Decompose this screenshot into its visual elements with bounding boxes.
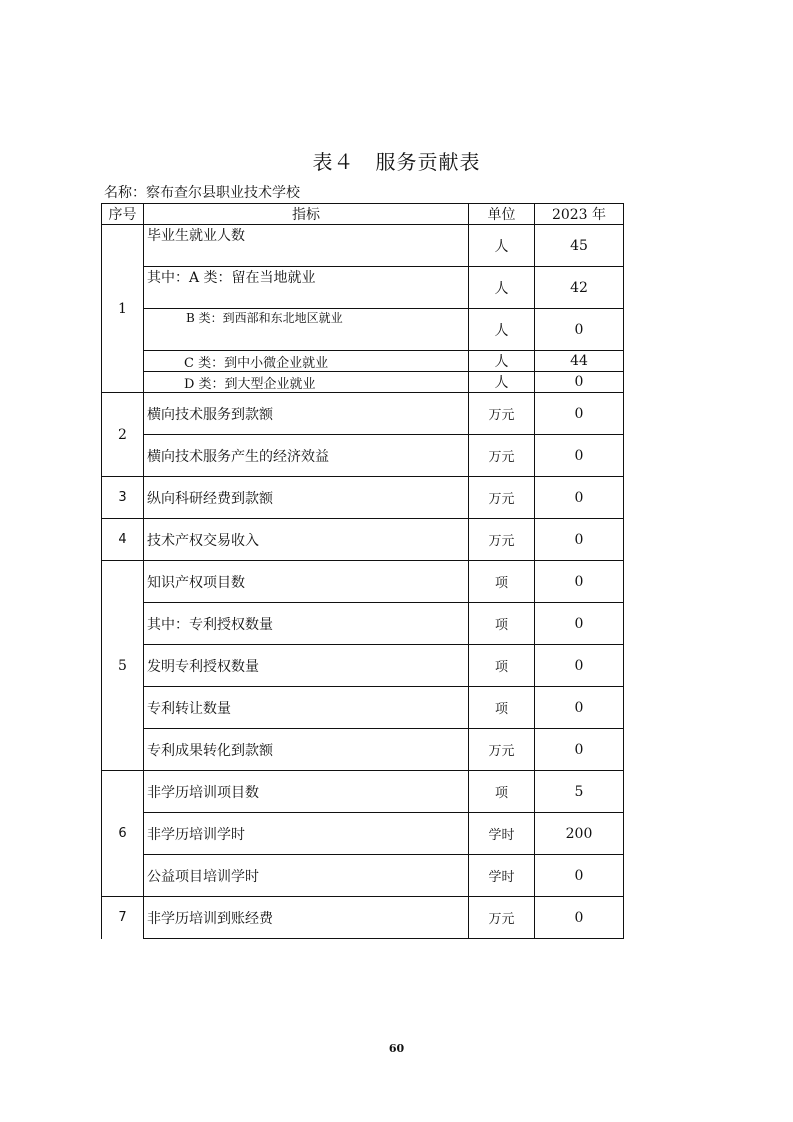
table-row [102,435,624,477]
indicator-cell: 毕业生就业人数 [144,225,469,267]
unit-cell: 人 [469,225,535,267]
service-contribution-table [101,203,624,939]
table-row [102,561,624,603]
indicator-cell: 其中：A 类：留在当地就业 [144,267,469,309]
organization-name: 名称：察布查尔县职业技术学校 [104,185,300,201]
indicator-cell: 其中：专利授权数量 [144,603,469,645]
unit-cell: 项 [469,687,535,729]
table-row [102,855,624,897]
value-cell: 5 [535,771,624,813]
unit-cell: 学时 [469,813,535,855]
seq-cell: 2 [102,393,144,477]
unit-cell: 万元 [469,435,535,477]
table-row [102,372,624,393]
unit-cell: 项 [469,771,535,813]
table-row [102,603,624,645]
indicator-cell: D 类：到大型企业就业 [144,372,469,393]
value-cell: 0 [535,393,624,435]
indicator-cell: 知识产权项目数 [144,561,469,603]
table-row [102,477,624,519]
seq-cell: 7 [102,897,144,939]
seq-cell: 4 [102,519,144,561]
table-title: 表４ 服务贡献表 [312,150,481,174]
value-cell: 0 [535,687,624,729]
value-cell: 0 [535,729,624,771]
value-cell: 0 [535,309,624,351]
indicator-cell: 发明专利授权数量 [144,645,469,687]
indicator-cell: 非学历培训项目数 [144,771,469,813]
table-row [102,771,624,813]
value-cell: 44 [535,351,624,372]
header-indicator: 指标 [144,204,469,225]
unit-cell: 万元 [469,519,535,561]
value-cell: 200 [535,813,624,855]
unit-cell: 万元 [469,729,535,771]
header-year: 2023 年 [535,204,624,225]
unit-cell: 学时 [469,855,535,897]
indicator-cell: 非学历培训学时 [144,813,469,855]
value-cell: 0 [535,372,624,393]
indicator-cell: 专利转让数量 [144,687,469,729]
table-row [102,351,624,372]
table-row [102,519,624,561]
table-row [102,225,624,267]
table-header-row [102,204,624,225]
indicator-cell: C 类：到中小微企业就业 [144,351,469,372]
seq-cell: 1 [102,225,144,393]
seq-cell: 3 [102,477,144,519]
indicator-cell: B 类：到西部和东北地区就业 [144,309,469,351]
table-row [102,645,624,687]
header-seq: 序号 [102,204,144,225]
value-cell: 0 [535,519,624,561]
table-row [102,813,624,855]
indicator-cell: 横向技术服务产生的经济效益 [144,435,469,477]
value-cell: 0 [535,855,624,897]
header-unit: 单位 [469,204,535,225]
indicator-cell: 横向技术服务到款额 [144,393,469,435]
table-row [102,897,624,939]
unit-cell: 万元 [469,897,535,939]
table-row [102,687,624,729]
unit-cell: 人 [469,351,535,372]
unit-cell: 万元 [469,393,535,435]
indicator-cell: 专利成果转化到款额 [144,729,469,771]
table-row [102,393,624,435]
indicator-cell: 非学历培训到账经费 [144,897,469,939]
value-cell: 0 [535,897,624,939]
unit-cell: 项 [469,603,535,645]
unit-cell: 人 [469,267,535,309]
value-cell: 0 [535,645,624,687]
value-cell: 42 [535,267,624,309]
unit-cell: 项 [469,561,535,603]
page-number: 60 [388,1042,405,1055]
value-cell: 0 [535,603,624,645]
unit-cell: 人 [469,372,535,393]
unit-cell: 万元 [469,477,535,519]
seq-cell: 5 [102,561,144,771]
unit-cell: 人 [469,309,535,351]
value-cell: 0 [535,477,624,519]
value-cell: 45 [535,225,624,267]
value-cell: 0 [535,561,624,603]
indicator-cell: 纵向科研经费到款额 [144,477,469,519]
table-row [102,309,624,351]
indicator-cell: 公益项目培训学时 [144,855,469,897]
unit-cell: 项 [469,645,535,687]
table-row [102,267,624,309]
indicator-cell: 技术产权交易收入 [144,519,469,561]
seq-cell: 6 [102,771,144,897]
value-cell: 0 [535,435,624,477]
table-row [102,729,624,771]
